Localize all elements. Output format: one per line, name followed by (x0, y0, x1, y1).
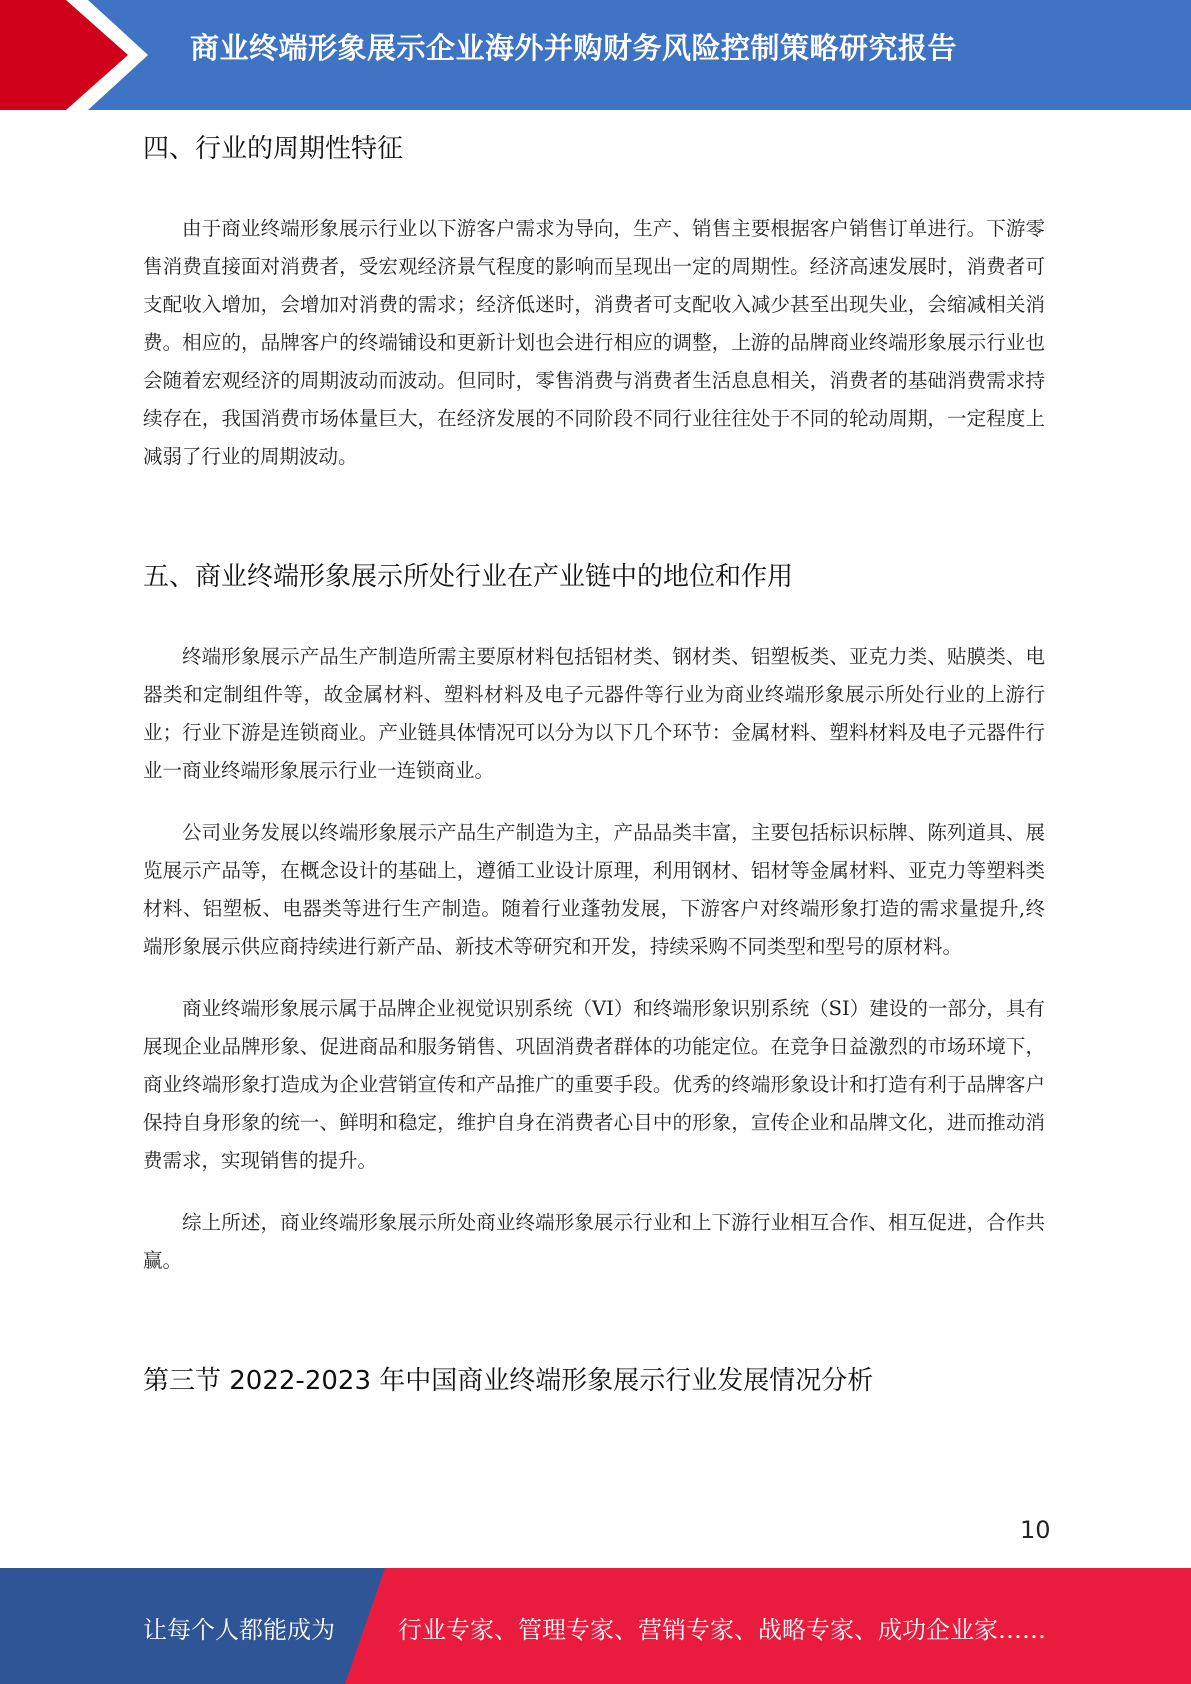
chapter-heading: 第三节 2022-2023 年中国商业终端形象展示行业发展情况分析 (143, 1366, 874, 1396)
section-heading: 四、行业的周期性特征 (143, 134, 404, 164)
page-header (0, 0, 1191, 110)
page-number: 10 (1020, 1516, 1051, 1544)
body-paragraph: 终端形象展示产品生产制造所需主要原材料包括铝材类、钢材类、铝塑板类、亚克力类、贴膜类、电器类和定制组件等，故金属材料、塑料材料及电子元器件等行业为商业终端形象展示所处行业的上游行业；行业下游是连锁商业。产业链具体情况可以分为以下几个环节：金属材料、塑料材料及电子元器件行业一商业终端形象展示行业一连锁商业。 (143, 645, 1045, 782)
footer-slogan-right: 行业专家、管理专家、营销专家、战略专家、成功企业家…… (398, 1616, 1046, 1644)
report-title: 商业终端形象展示企业海外并购财务风险控制策略研究报告 (190, 31, 958, 65)
body-paragraph: 公司业务发展以终端形象展示产品生产制造为主，产品品类丰富，主要包括标识标牌、陈列道具、展览展示产品等，在概念设计的基础上，遵循工业设计原理，利用钢材、铝材等金属材料、亚克力等塑料类材料、铝塑板、电器类等进行生产制造。随着行业蓬勃发展，下游客户对终端形象打造的需求量提升,终端形象展示供应商持续进行新产品、新技术等研究和开发，持续采购不同类型和型号的原材料。 (143, 821, 1045, 958)
page-footer (0, 1568, 1191, 1684)
body-paragraph: 综上所述，商业终端形象展示所处商业终端形象展示行业和上下游行业相互合作、相互促进，合作共赢。 (143, 1211, 1045, 1272)
section-heading: 五、商业终端形象展示所处行业在产业链中的地位和作用 (143, 562, 794, 592)
footer-slogan-left: 让每个人都能成为 (143, 1616, 335, 1644)
body-paragraph: 由于商业终端形象展示行业以下游客户需求为导向，生产、销售主要根据客户销售订单进行。下游零售消费直接面对消费者，受宏观经济景气程度的影响而呈现出一定的周期性。经济高速发展时，消费者可支配收入增加，会增加对消费的需求；经济低迷时，消费者可支配收入减少甚至出现失业，会缩减相关消费。相应的，品牌客户的终端铺设和更新计划也会进行相应的调整，上游的品牌商业终端形象展示行业也会随着宏观经济的周期波动而波动。但同时，零售消费与消费者生活息息相关，消费者的基础消费需求持续存在，我国消费市场体量巨大，在经济发展的不同阶段不同行业往往处于不同的轮动周期，一定程度上减弱了行业的周期波动。 (143, 217, 1045, 468)
main-content (143, 128, 1045, 1397)
body-paragraph: 商业终端形象展示属于品牌企业视觉识别系统（VI）和终端形象识别系统（SI）建设的一部分，具有展现企业品牌形象、促进商品和服务销售、巩固消费者群体的功能定位。在竞争日益激烈的市场环境下，商业终端形象打造成为企业营销宣传和产品推广的重要手段。优秀的终端形象设计和打造有利于品牌客户保持自身形象的统一、鲜明和稳定，维护自身在消费者心目中的形象，宣传企业和品牌文化，进而推动消费需求，实现销售的提升。 (143, 997, 1045, 1172)
